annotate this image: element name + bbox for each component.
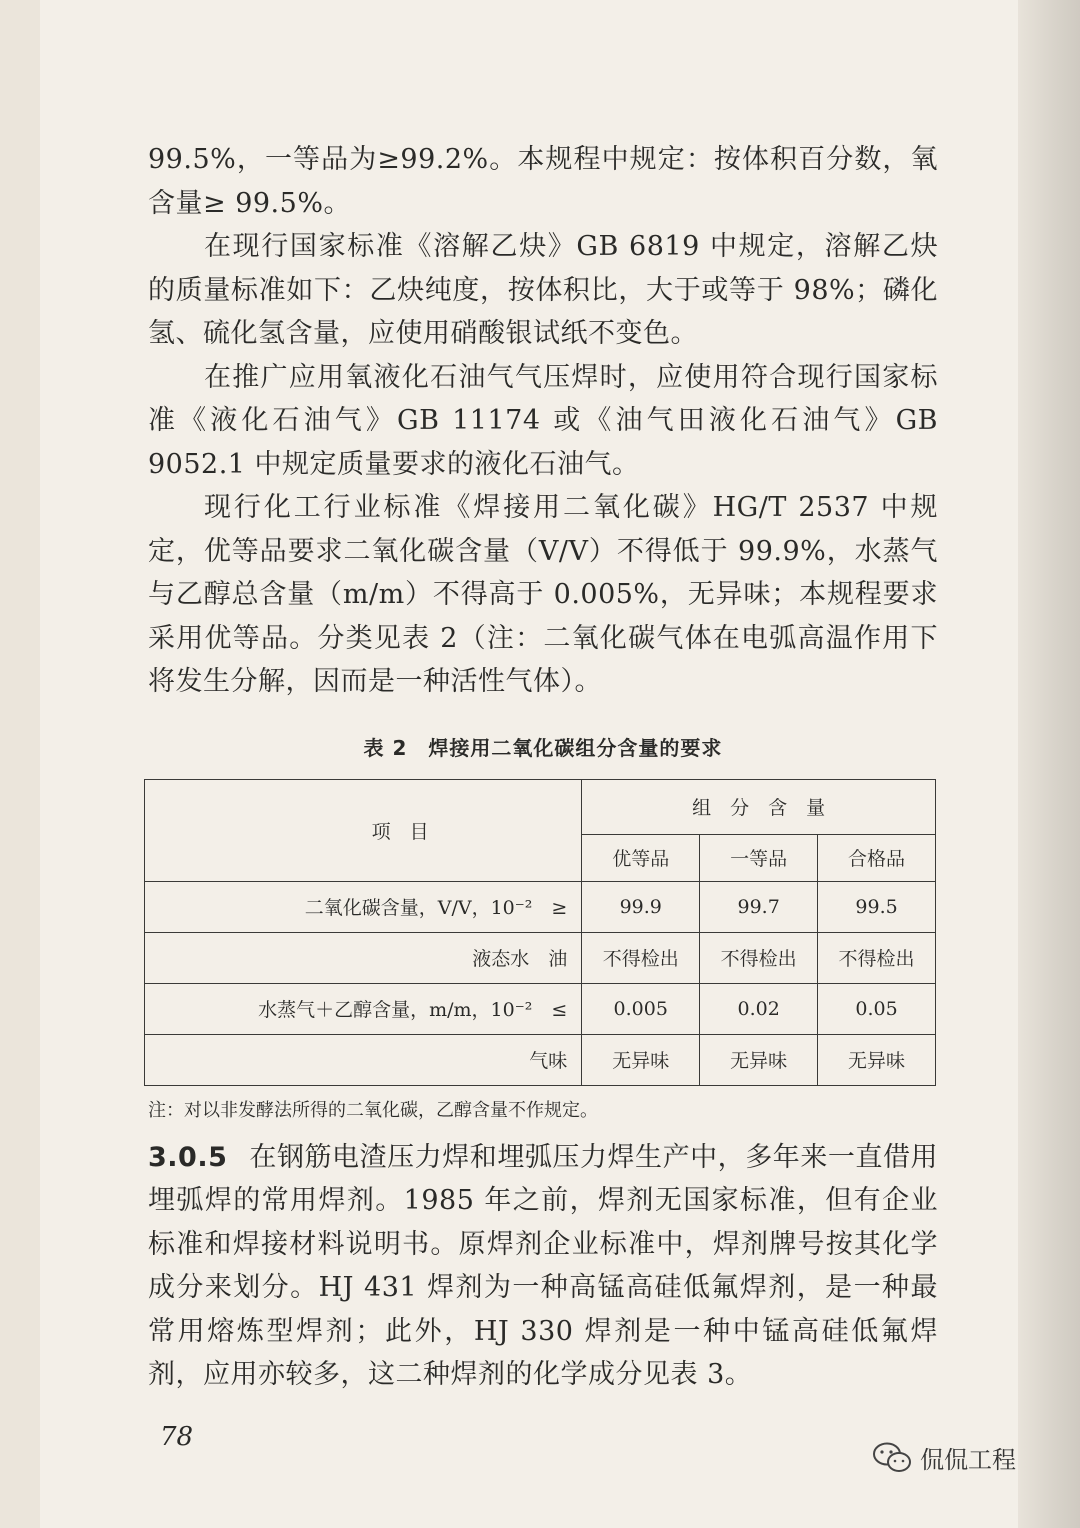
paragraph-lpg: 在推广应用氧液化石油气气压焊时，应使用符合现行国家标准《液化石油气》GB 11174 或《油气田液化石油气》GB 9052.1 中规定质量要求的液化石油气。 bbox=[148, 361, 938, 480]
section-number: 3.0.5 bbox=[148, 1141, 228, 1173]
section-3-0-5 bbox=[148, 1136, 938, 1397]
table-note: 注：对以非发酵法所得的二氧化碳，乙醇含量不作规定。 bbox=[148, 1099, 598, 1121]
table-cell: 无异味 bbox=[700, 1034, 818, 1085]
co2-spec-table bbox=[144, 779, 936, 1086]
table-row bbox=[145, 983, 936, 1034]
wechat-icon bbox=[872, 1441, 912, 1475]
paragraph-co2: 现行化工行业标准《焊接用二氧化碳》HG/T 2537 中规定，优等品要求二氧化碳含量（V/V）不得低于 99.9%，水蒸气与乙醇总含量（m/m）不得高于 0.005%，无异味；本规程要求采用优等品。分类见表 2（注：二氧化碳气体在电弧高温作用下将发生分解，因而是一种活性气体）。 bbox=[148, 492, 938, 697]
table-cell: 不得检出 bbox=[818, 932, 936, 983]
table-header-col: 一等品 bbox=[700, 834, 818, 881]
book-binding bbox=[1018, 0, 1080, 1528]
table-row bbox=[145, 881, 936, 932]
section-text: 在钢筋电渣压力焊和埋弧压力焊生产中，多年来一直借用埋弧焊的常用焊剂。1985 年之前，焊剂无国家标准，但有企业标准和焊接材料说明书。原焊剂企业标准中，焊剂牌号按其化学成分来划分。HJ 431 焊剂为一种高锰高硅低氟焊剂，是一种最常用熔炼型焊剂；此外，HJ 330 焊剂是一种中锰高硅低氟焊剂，应用亦较多，这二种焊剂的化学成分见表 3。 bbox=[148, 1141, 938, 1390]
table-cell: 99.9 bbox=[582, 881, 700, 932]
watermark-text: 侃侃工程 bbox=[920, 1446, 1016, 1474]
table-caption: 表 2 焊接用二氧化碳组分含量的要求 bbox=[363, 735, 723, 760]
table-header-col: 优等品 bbox=[582, 834, 700, 881]
table-cell: 0.05 bbox=[818, 983, 936, 1034]
table-header-item: 项 目 bbox=[145, 779, 582, 881]
table-cell: 99.7 bbox=[700, 881, 818, 932]
row-label: 水蒸气＋乙醇含量，m/m，10⁻² ≤ bbox=[145, 983, 582, 1034]
watermark bbox=[872, 1440, 1016, 1475]
row-label: 二氧化碳含量，V/V，10⁻² ≥ bbox=[145, 881, 582, 932]
table-header-group: 组 分 含 量 bbox=[582, 779, 936, 834]
paragraph-oxygen: 99.5%，一等品为≥99.2%。本规程中规定：按体积百分数，氧含量≥ 99.5%。 bbox=[148, 144, 938, 219]
page-content bbox=[148, 138, 938, 1397]
table-cell: 不得检出 bbox=[700, 932, 818, 983]
table-cell: 0.005 bbox=[582, 983, 700, 1034]
table-header-col: 合格品 bbox=[818, 834, 936, 881]
table-cell: 无异味 bbox=[818, 1034, 936, 1085]
row-label: 液态水 油 bbox=[145, 932, 582, 983]
table-cell: 0.02 bbox=[700, 983, 818, 1034]
paragraph-acetylene: 在现行国家标准《溶解乙炔》GB 6819 中规定，溶解乙炔的质量标准如下：乙炔纯度，按体积比，大于或等于 98%；磷化氢、硫化氢含量，应使用硝酸银试纸不变色。 bbox=[148, 231, 938, 349]
table-row bbox=[145, 932, 936, 983]
table-row bbox=[145, 1034, 936, 1085]
table-cell: 不得检出 bbox=[582, 932, 700, 983]
table-cell: 无异味 bbox=[582, 1034, 700, 1085]
page-number: 78 bbox=[160, 1422, 194, 1452]
row-label: 气味 bbox=[145, 1034, 582, 1085]
table-cell: 99.5 bbox=[818, 881, 936, 932]
